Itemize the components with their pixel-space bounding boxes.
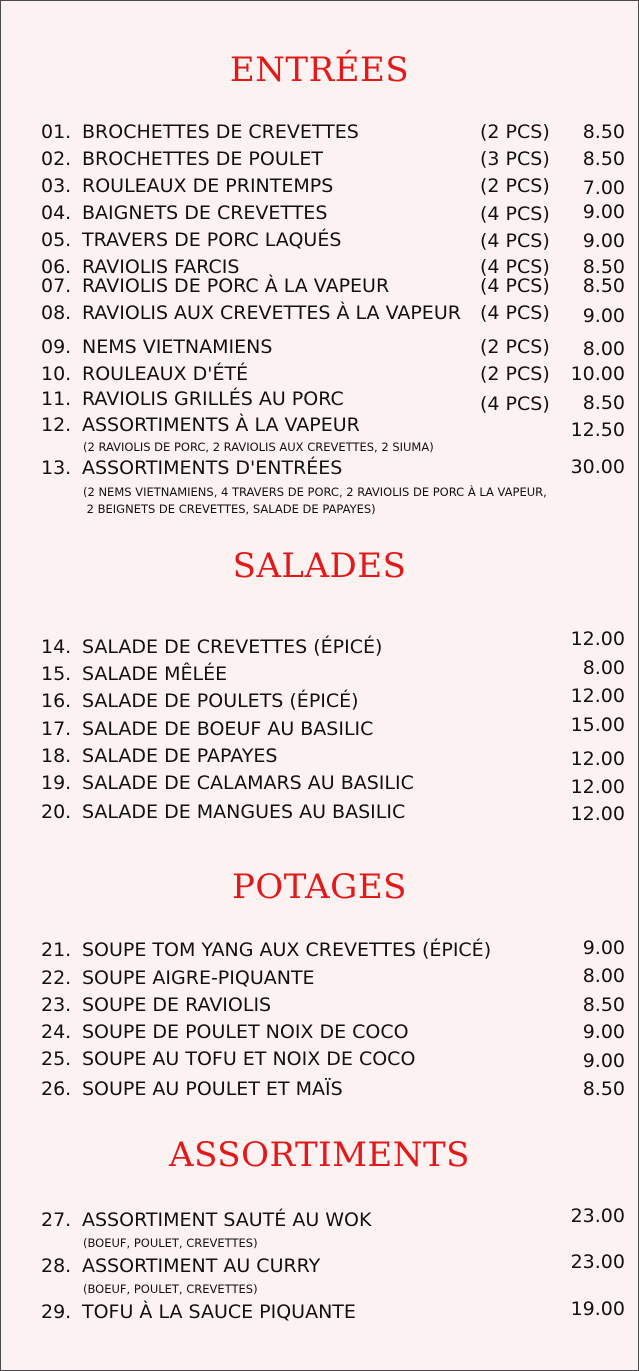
item-number: 19. (41, 772, 72, 794)
item-number: 05. (41, 229, 72, 251)
item-number: 03. (41, 175, 72, 197)
item-name: SALADE DE CREVETTES (ÉPICÉ) (82, 636, 383, 658)
item-name: RAVIOLIS GRILLÉS AU PORC (82, 388, 344, 410)
item-price: 9.00 (582, 230, 625, 252)
item-price: 15.00 (570, 714, 625, 736)
menu-item (1, 965, 638, 993)
item-pieces: (4 PCS) (480, 203, 550, 225)
menu-item (1, 628, 638, 662)
item-price: 12.00 (570, 628, 625, 650)
item-name: RAVIOLIS FARCIS (82, 256, 240, 278)
item-price: 9.00 (582, 1021, 625, 1043)
menu-item (1, 685, 638, 716)
item-price: 23.00 (570, 1205, 625, 1227)
item-number: 14. (41, 636, 72, 658)
item-name: SOUPE TOM YANG AUX CREVETTES (ÉPICÉ) (82, 939, 492, 961)
item-number: 06. (41, 256, 72, 278)
item-description: (BOEUF, POULET, CREVETTES) (83, 1282, 258, 1296)
item-name: RAVIOLIS DE PORC À LA VAPEUR (82, 275, 390, 297)
section-title-entrees: ENTRÉES (229, 50, 410, 90)
item-price: 12.00 (570, 776, 625, 798)
item-name: ROULEAUX D'ÉTÉ (82, 363, 249, 385)
item-price: 23.00 (570, 1251, 625, 1273)
item-price: 9.00 (582, 1050, 625, 1072)
item-price: 8.50 (582, 994, 625, 1016)
item-number: 24. (41, 1021, 72, 1043)
menu-item (1, 456, 638, 483)
item-number: 15. (41, 663, 72, 685)
item-name: NEMS VIETNAMIENS (82, 336, 273, 358)
menu-item (1, 304, 638, 328)
item-description: (BOEUF, POULET, CREVETTES) (83, 1236, 258, 1250)
item-pieces: (2 PCS) (480, 121, 550, 143)
menu-item (1, 231, 638, 255)
item-name: BROCHETTES DE CREVETTES (82, 121, 359, 143)
menu-item (1, 1251, 638, 1281)
item-price: 8.00 (582, 965, 625, 987)
item-name: ASSORTIMENTS À LA VAPEUR (82, 414, 360, 436)
menu-item (1, 1050, 638, 1074)
item-price: 8.50 (582, 275, 625, 297)
section-title-salades: SALADES (232, 546, 407, 586)
item-number: 20. (41, 801, 72, 823)
item-price: 30.00 (570, 456, 625, 478)
menu-item (1, 937, 638, 965)
item-pieces: (4 PCS) (480, 256, 550, 278)
item-price: 9.00 (582, 201, 625, 223)
item-name: BAIGNETS DE CREVETTES (82, 202, 328, 224)
item-pieces: (2 PCS) (480, 363, 550, 385)
item-number: 23. (41, 994, 72, 1016)
menu-item (1, 714, 638, 744)
menu-item (1, 657, 638, 689)
menu-item (1, 123, 638, 147)
item-name: TRAVERS DE PORC LAQUÉS (82, 229, 342, 251)
item-number: 28. (41, 1255, 72, 1277)
item-price: 8.50 (582, 392, 625, 414)
item-name: SOUPE AU TOFU ET NOIX DE COCO (82, 1048, 416, 1070)
item-price: 8.50 (582, 148, 625, 170)
item-number: 21. (41, 939, 72, 961)
item-number: 01. (41, 121, 72, 143)
item-price: 8.50 (582, 1078, 625, 1100)
item-name: RAVIOLIS AUX CREVETTES À LA VAPEUR (82, 302, 461, 324)
section-title-potages: POTAGES (232, 867, 407, 907)
item-number: 29. (41, 1301, 72, 1323)
item-name: SALADE DE CALAMARS AU BASILIC (82, 772, 414, 794)
item-pieces: (4 PCS) (480, 275, 550, 297)
item-price: 8.00 (582, 657, 625, 679)
menu-item (1, 1080, 638, 1104)
item-number: 12. (41, 414, 72, 436)
item-name: SALADE DE MANGUES AU BASILIC (82, 801, 406, 823)
menu-item (1, 774, 638, 798)
item-number: 25. (41, 1048, 72, 1070)
item-pieces: (4 PCS) (480, 230, 550, 252)
menu-item (1, 277, 638, 301)
item-number: 02. (41, 148, 72, 170)
menu-item (1, 177, 638, 201)
item-description: (2 RAVIOLIS DE PORC, 2 RAVIOLIS AUX CREVETTES, 2 SIUMA) (83, 440, 434, 454)
item-name: SALADE DE POULETS (ÉPICÉ) (82, 690, 359, 712)
item-number: 07. (41, 275, 72, 297)
item-name: ROULEAUX DE PRINTEMPS (82, 175, 334, 197)
item-pieces: (2 PCS) (480, 336, 550, 358)
item-name: SOUPE DE POULET NOIX DE COCO (82, 1021, 409, 1043)
item-price: 12.00 (570, 685, 625, 707)
item-number: 13. (41, 457, 72, 479)
item-number: 10. (41, 363, 72, 385)
item-price: 9.00 (582, 305, 625, 327)
item-description: 2 BEIGNETS DE CREVETTES, SALADE DE PAPAYES) (83, 502, 376, 516)
item-pieces: (4 PCS) (480, 393, 550, 415)
item-name: ASSORTIMENT SAUTÉ AU WOK (82, 1209, 372, 1231)
menu-item (1, 150, 638, 174)
item-price: 8.50 (582, 121, 625, 143)
menu-item (1, 201, 638, 228)
item-pieces: (3 PCS) (480, 148, 550, 170)
item-number: 11. (41, 388, 72, 410)
item-price: 9.00 (582, 937, 625, 959)
menu-item (1, 365, 638, 389)
item-name: SOUPE AIGRE-PIQUANTE (82, 967, 315, 989)
item-name: BROCHETTES DE POULET (82, 148, 323, 170)
item-number: 17. (41, 718, 72, 740)
item-name: TOFU À LA SAUCE PIQUANTE (82, 1301, 356, 1323)
item-name: SALADE MÊLÉE (82, 663, 228, 685)
menu-item (1, 803, 638, 827)
item-price: 19.00 (570, 1298, 625, 1320)
menu-item (1, 1023, 638, 1047)
item-name: ASSORTIMENTS D'ENTRÉES (82, 457, 343, 479)
item-name: SOUPE AU POULET ET MAÏS (82, 1078, 343, 1100)
item-number: 04. (41, 202, 72, 224)
menu-item (1, 1298, 638, 1327)
item-price: 8.00 (582, 338, 625, 360)
item-name: SOUPE DE RAVIOLIS (82, 994, 272, 1016)
item-number: 27. (41, 1209, 72, 1231)
menu-item (1, 1205, 638, 1235)
item-pieces: (2 PCS) (480, 175, 550, 197)
item-number: 26. (41, 1078, 72, 1100)
item-number: 09. (41, 336, 72, 358)
item-number: 18. (41, 745, 72, 767)
item-price: 12.00 (570, 748, 625, 770)
item-number: 08. (41, 302, 72, 324)
item-name: SALADE DE PAPAYES (82, 745, 278, 767)
item-description: (2 NEMS VIETNAMIENS, 4 TRAVERS DE PORC, 2 RAVIOLIS DE PORC À LA VAPEUR, (83, 485, 547, 499)
item-pieces: (4 PCS) (480, 302, 550, 324)
section-title-assortiments: ASSORTIMENTS (169, 1135, 470, 1175)
menu-item (1, 338, 638, 362)
item-price: 7.00 (582, 177, 625, 199)
item-number: 22. (41, 967, 72, 989)
item-name: ASSORTIMENT AU CURRY (82, 1255, 321, 1277)
item-price: 12.00 (570, 803, 625, 825)
item-price: 12.50 (570, 419, 625, 441)
menu-item (1, 747, 638, 771)
menu-item (1, 390, 638, 414)
item-name: SALADE DE BOEUF AU BASILIC (82, 718, 374, 740)
menu-item (1, 996, 638, 1020)
item-price: 10.00 (570, 363, 625, 385)
item-price: 8.50 (582, 256, 625, 278)
item-number: 16. (41, 690, 72, 712)
menu-item (1, 416, 638, 440)
